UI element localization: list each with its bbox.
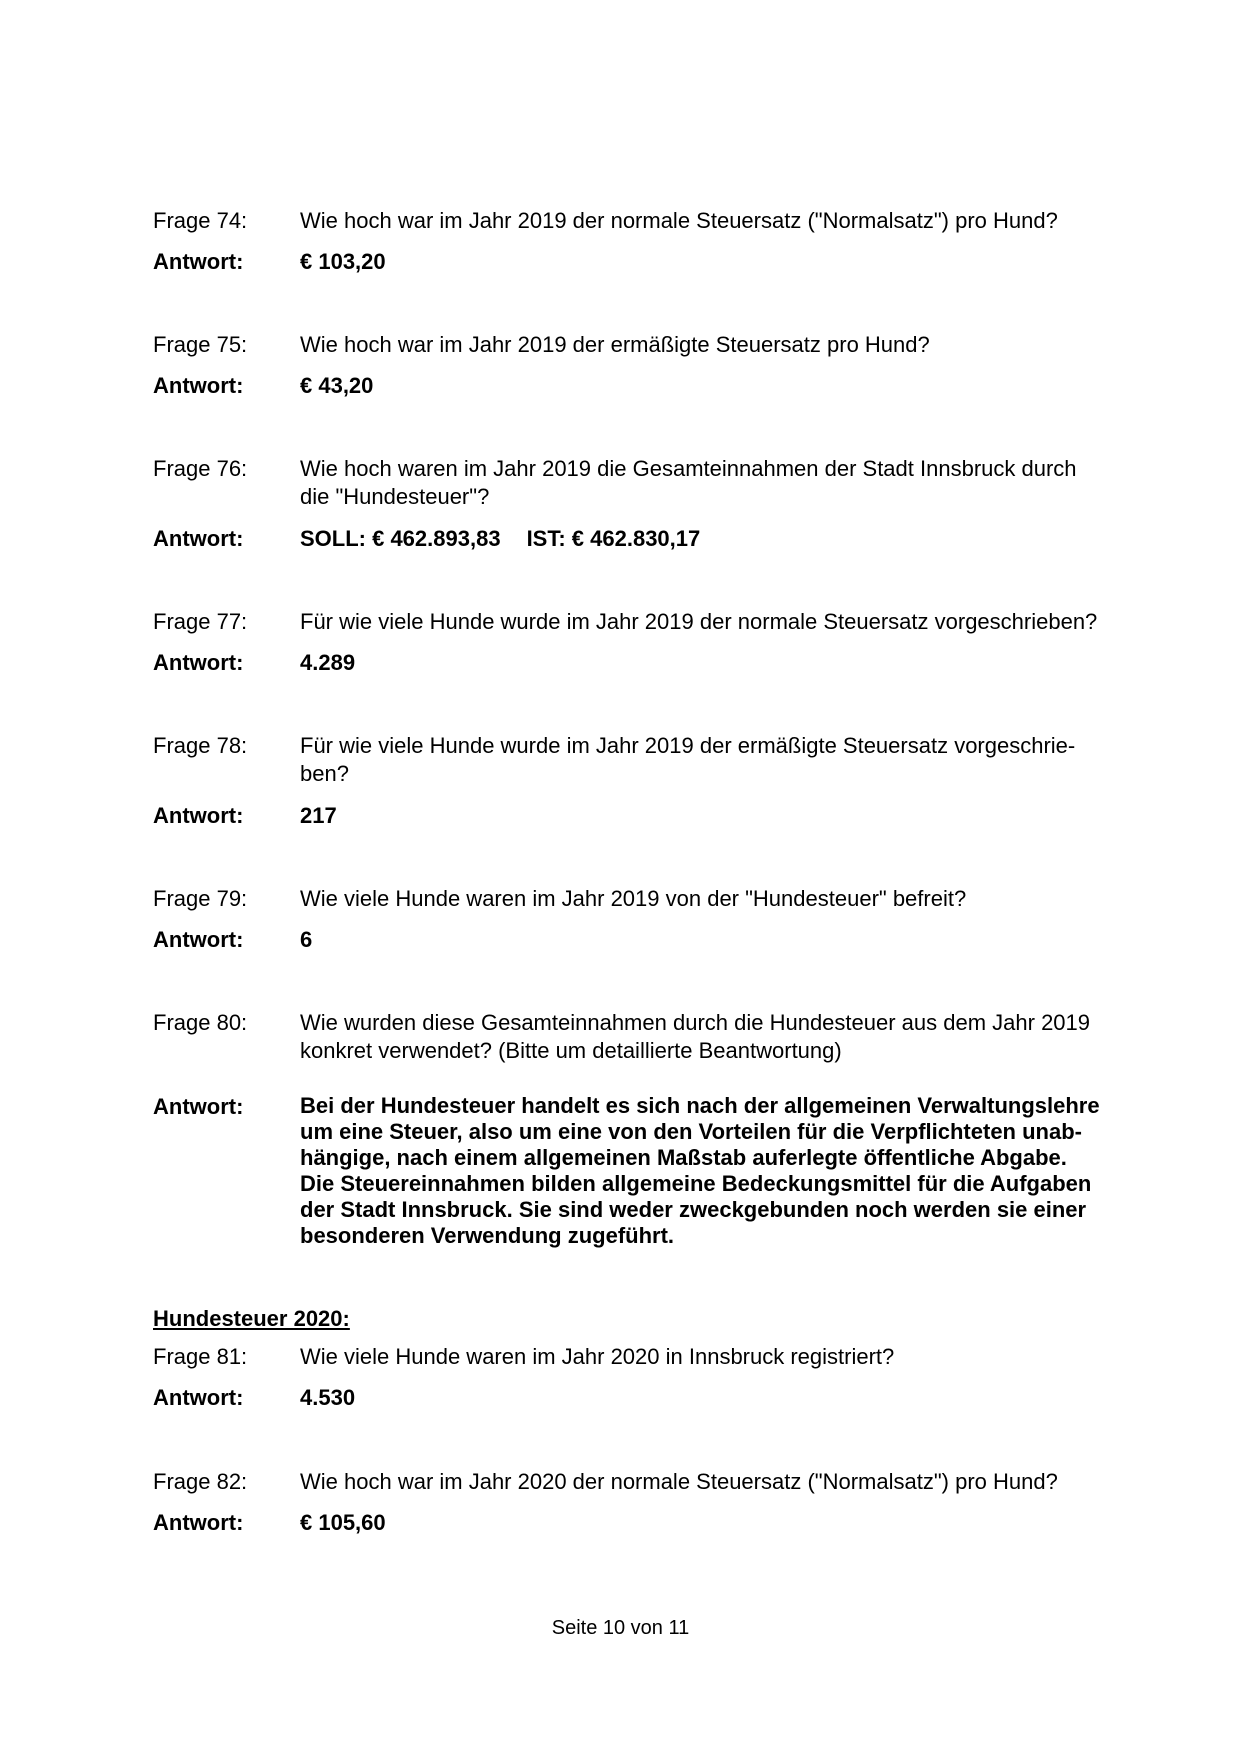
answer-77 [153, 649, 1143, 677]
question-label: Frage 81: [153, 1344, 248, 1369]
question-77 [153, 608, 1143, 636]
question-line-1: Für wie viele Hunde wurde im Jahr 2019 der ermäßigte Steuersatz vorgeschrie- [300, 733, 1076, 758]
answer-paragraph [300, 1093, 1143, 1249]
answer-label: Antwort: [153, 650, 244, 675]
answer-label: Antwort: [153, 1385, 244, 1410]
question-80 [153, 1009, 1143, 1065]
question-line-1: Wie wurden diese Gesamteinnahmen durch die Hundesteuer aus dem Jahr 2019 [300, 1010, 1091, 1035]
section-heading: Hundesteuer 2020: [153, 1306, 350, 1331]
answer-74 [153, 248, 1143, 276]
answer-line: um eine Steuer, also um eine von den Vorteilen für die Verpflichteten unab- [300, 1119, 1082, 1144]
question-label: Frage 75: [153, 332, 248, 357]
answer-76 [153, 525, 1143, 553]
page-number: Seite 10 von 11 [551, 1617, 690, 1639]
answer-label: Antwort: [153, 526, 244, 551]
question-label: Frage 82: [153, 1469, 248, 1494]
answer-label: Antwort: [153, 803, 244, 828]
question-line-2: die "Hundesteuer"? [300, 484, 490, 509]
question-text: Wie hoch war im Jahr 2019 der normale Steuersatz ("Normalsatz") pro Hund? [300, 208, 1058, 233]
answer-text: 6 [300, 927, 313, 952]
answer-line: der Stadt Innsbruck. Sie sind weder zweckgebunden noch werden sie einer [300, 1197, 1087, 1222]
answer-text: 4.289 [300, 650, 356, 675]
question-text [300, 732, 1143, 788]
answer-text: € 105,60 [300, 1510, 386, 1535]
answer-79 [153, 926, 1143, 954]
question-label: Frage 78: [153, 733, 248, 758]
question-text: Wie hoch war im Jahr 2019 der ermäßigte Steuersatz pro Hund? [300, 332, 930, 357]
answer-line: Bei der Hundesteuer handelt es sich nach der allgemeinen Verwaltungslehre [300, 1093, 1100, 1118]
question-82 [153, 1468, 1143, 1496]
answer-81 [153, 1384, 1143, 1412]
question-74 [153, 207, 1143, 235]
question-line-1: Wie hoch waren im Jahr 2019 die Gesamteinnahmen der Stadt Innsbruck durch [300, 456, 1077, 481]
answer-label: Antwort: [153, 373, 244, 398]
answer-82 [153, 1509, 1143, 1537]
question-79 [153, 885, 1143, 913]
answer-78 [153, 802, 1143, 830]
question-text [300, 455, 1143, 511]
answer-label: Antwort: [153, 927, 244, 952]
answer-text: € 43,20 [300, 373, 374, 398]
answer-80 [153, 1093, 1143, 1249]
question-text: Wie hoch war im Jahr 2020 der normale Steuersatz ("Normalsatz") pro Hund? [300, 1469, 1058, 1494]
answer-label: Antwort: [153, 1510, 244, 1535]
answer-75 [153, 372, 1143, 400]
answer-line: Die Steuereinnahmen bilden allgemeine Bedeckungsmittel für die Aufgaben [300, 1171, 1092, 1196]
question-text: Wie viele Hunde waren im Jahr 2020 in Innsbruck registriert? [300, 1344, 895, 1369]
question-label: Frage 79: [153, 886, 248, 911]
answer-line: hängige, nach einem allgemeinen Maßstab auferlegte öffentliche Abgabe. [300, 1145, 1067, 1170]
answer-line: besonderen Verwendung zugeführt. [300, 1223, 675, 1248]
question-label: Frage 76: [153, 456, 248, 481]
question-label: Frage 77: [153, 609, 248, 634]
answer-text: 217 [300, 803, 337, 828]
question-76 [153, 455, 1143, 511]
answer-text [300, 525, 1143, 553]
question-line-2: ben? [300, 761, 349, 786]
answer-label: Antwort: [153, 1094, 244, 1119]
answer-text: € 103,20 [300, 249, 386, 274]
question-text: Für wie viele Hunde wurde im Jahr 2019 der normale Steuersatz vorgeschrieben? [300, 609, 1098, 634]
question-label: Frage 80: [153, 1010, 248, 1035]
question-text: Wie viele Hunde waren im Jahr 2019 von der "Hundesteuer" befreit? [300, 886, 967, 911]
question-78 [153, 732, 1143, 788]
question-text [300, 1009, 1143, 1065]
answer-text: 4.530 [300, 1385, 356, 1410]
question-75 [153, 331, 1143, 359]
question-81 [153, 1343, 1143, 1371]
answer-label: Antwort: [153, 249, 244, 274]
answer-soll: SOLL: € 462.893,83 [300, 526, 501, 551]
question-line-2: konkret verwendet? (Bitte um detaillierte Beantwortung) [300, 1038, 842, 1063]
answer-ist: IST: € 462.830,17 [526, 526, 701, 551]
question-label: Frage 74: [153, 208, 248, 233]
